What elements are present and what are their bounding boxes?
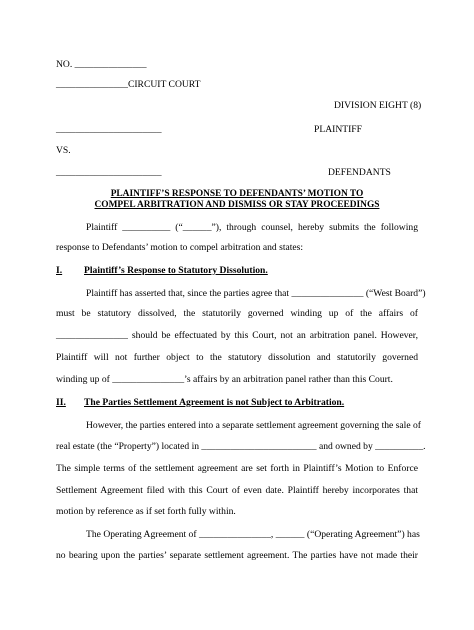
section-2-title: The Parties Settlement Agreement is not Subject to Arbitration.	[84, 397, 345, 408]
section-2-p1-line-1: However, the parties entered into a separate settlement agreement governing the sale of	[86, 420, 421, 431]
circuit-court-line: _______________CIRCUIT COURT	[56, 79, 201, 90]
section-2-p1-line-5: motion by reference as if set forth fully within.	[56, 506, 236, 517]
section-1-line-5: winding up of _______________’s affairs by an arbitration panel rather than this Court.	[56, 374, 393, 385]
intro-line-2: response to Defendants’ motion to compel arbitration and states:	[56, 242, 304, 253]
document-title-line-1: PLAINTIFF’S RESPONSE TO DEFENDANTS’ MOTION TO	[110, 189, 364, 199]
section-1-title: Plaintiff’s Response to Statutory Dissolution.	[84, 265, 268, 276]
plaintiff-label: PLAINTIFF	[314, 124, 362, 135]
section-2-p1-line-3: The simple terms of the settlement agreement are set forth in Plaintiff’s Motion to Enforce	[56, 463, 418, 474]
versus-label: VS.	[56, 145, 71, 156]
section-1-line-2: must be statutory dissolved, the statutorily governed winding up of the affairs of	[56, 308, 418, 319]
section-2-number: II.	[56, 397, 66, 408]
defendants-blank: ______________________	[56, 167, 162, 178]
intro-line-1: Plaintiff __________ (“______”), through counsel, hereby submits the following	[86, 222, 418, 233]
plaintiff-blank: ______________________	[56, 124, 162, 135]
section-2-p1-line-4: Settlement Agreement filed with this Court of even date. Plaintiff hereby incorporates that	[56, 485, 418, 496]
division-label: DIVISION EIGHT (8)	[334, 100, 422, 111]
defendants-label: DEFENDANTS	[328, 167, 391, 178]
section-1-line-1: Plaintiff has asserted that, since the parties agree that _______________ (“West Board”)	[86, 288, 426, 299]
section-2-p1-line-2: real estate (the “Property”) located in ________________________ and owned by __________.	[56, 441, 426, 452]
section-1-heading	[56, 265, 268, 277]
section-2-heading	[56, 397, 344, 409]
section-1-number: I.	[56, 265, 63, 276]
section-1-line-3: _______________ should be effectuated by this Court, not an arbitration panel. However,	[56, 330, 418, 341]
section-1-line-4: Plaintiff will not further object to the statutory dissolution and statutorily governed	[56, 352, 418, 363]
section-2-p2-line-2: no bearing upon the parties’ separate settlement agreement. The parties have not made their	[56, 550, 418, 561]
section-2-p2-line-1: The Operating Agreement of _______________, ______ (“Operating Agreement”) has	[86, 529, 420, 540]
case-number: NO. _______________	[56, 59, 147, 70]
document-title-line-2: COMPEL ARBITRATION AND DISMISS OR STAY PROCEEDINGS	[94, 200, 380, 210]
